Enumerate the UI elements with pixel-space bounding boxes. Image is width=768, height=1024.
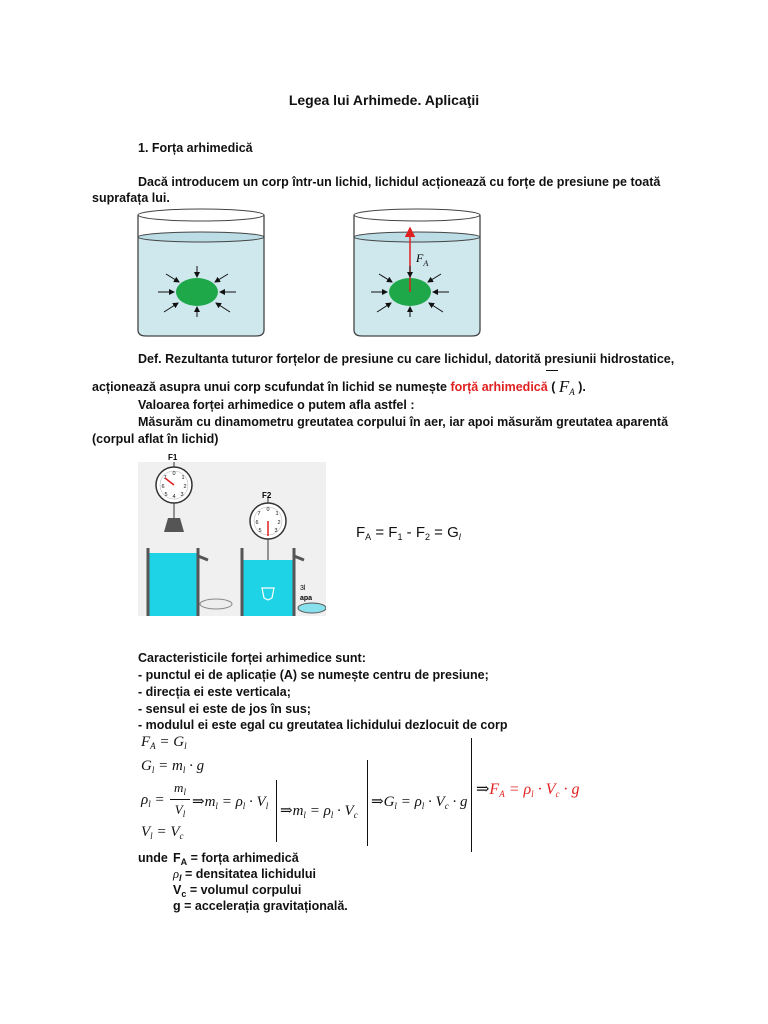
formula-ml: $\Rightarrow m_l = \rho_l \cdot V_l$: [192, 794, 269, 811]
beaker-left: [138, 209, 264, 336]
legend-item: $\rho_l$ = densitatea lichidului: [173, 867, 316, 883]
formula-final: $\Rightarrow F_A = \rho_l \cdot V_c \cdot g$: [476, 781, 580, 799]
svg-text:6: 6: [161, 484, 165, 490]
measure-line-3: (corpul aflat în lichid): [92, 432, 219, 446]
page-title: Legea lui Arhimede. Aplicaţii: [288, 92, 480, 108]
characteristic-item: - modulul ei este egal cu greutatea lichidului dezlocuit de corp: [138, 718, 508, 732]
svg-text:1: 1: [181, 475, 185, 481]
section-heading: 1. Forța arhimedică: [138, 141, 253, 155]
svg-text:5: 5: [258, 528, 262, 534]
label-f1: F1: [168, 453, 178, 462]
svg-text:7: 7: [257, 511, 261, 517]
divider: [367, 760, 368, 846]
svg-text:3: 3: [274, 528, 278, 534]
definition-line-1: Def. Rezultanta tuturor forțelor de presiune cu care lichidul, datorită presiunii hidrostatice,: [138, 352, 675, 366]
buoyancy-equation: $F_A = F_1 - F_2 = G_l$: [356, 524, 461, 542]
submerged-body: [176, 278, 218, 306]
fraction-bar: [170, 799, 190, 800]
definition-line-2: acționează asupra unui corp scufundat în lichid se numește forță arhimedică ( $F_A$ ).: [92, 377, 586, 397]
divider: [471, 738, 472, 852]
beaker-right: [354, 209, 480, 336]
vector-bar: [546, 370, 558, 371]
label-f2: F2: [262, 491, 272, 500]
svg-text:4: 4: [172, 494, 176, 500]
characteristic-item: - sensul ei este de jos în sus;: [138, 702, 311, 716]
divider: [276, 780, 277, 842]
svg-text:7: 7: [163, 475, 167, 481]
label-volume: 3l: [300, 585, 306, 592]
measure-line-1: Valoarea forței arhimedice o putem afla astfel :: [138, 398, 415, 412]
characteristic-item: - punctul ei de aplicație (A) se numește centru de presiune;: [138, 668, 489, 682]
svg-text:1: 1: [275, 511, 279, 517]
label-water: apa: [300, 595, 313, 602]
svg-text:3: 3: [180, 492, 184, 498]
formula-gl-rho-vc-g: $\Rightarrow G_l = \rho_l \cdot V_c \cdot g$: [371, 794, 468, 811]
fraction-numerator: $m_l$: [174, 780, 186, 797]
fraction-denominator: $V_l$: [174, 802, 186, 819]
svg-text:0: 0: [172, 471, 176, 477]
legend-item: $F_A$ = forța arhimedică: [173, 851, 299, 867]
svg-text:2: 2: [183, 484, 187, 490]
legend-item: $V_c$ = volumul corpului: [173, 883, 302, 899]
force-label: $F_A$: [416, 251, 429, 268]
symbol-fa: $F_A$: [558, 377, 575, 397]
dynamometer-figure: [138, 448, 326, 616]
legend-unde: unde: [138, 851, 168, 865]
formula-rho-lhs: $\rho_l$ =: [141, 792, 165, 809]
formula-vl-vc: $V_l = V_c$: [141, 824, 184, 841]
characteristic-item: - direcția ei este verticala;: [138, 685, 291, 699]
formula-gl-mlg: $G_l = m_l \cdot g$: [141, 758, 205, 775]
legend-item: g = accelerația gravitațională.: [173, 899, 348, 913]
term-buoyant-force: forță arhimedică: [450, 380, 548, 394]
svg-text:6: 6: [255, 520, 259, 526]
formula-fa-gl: $F_A = G_l$: [141, 734, 187, 751]
characteristics-heading: Caracteristicile forței arhimedice sunt:: [138, 651, 366, 665]
intro-line-1: Dacă introducem un corp într-un lichid, lichidul acționează cu forțe de presiune pe toată: [138, 175, 661, 189]
svg-text:5: 5: [164, 492, 168, 498]
formula-ml-rho-vc: $\Rightarrow m_l = \rho_l \cdot V_c$: [280, 803, 358, 820]
intro-line-2: suprafața lui.: [92, 191, 170, 205]
measure-line-2: Măsurăm cu dinamometru greutatea corpului în aer, iar apoi măsurăm greutatea aparentă: [138, 415, 669, 429]
beaker-figure: [134, 206, 484, 340]
svg-text:2: 2: [277, 520, 281, 526]
svg-text:0: 0: [266, 507, 270, 513]
